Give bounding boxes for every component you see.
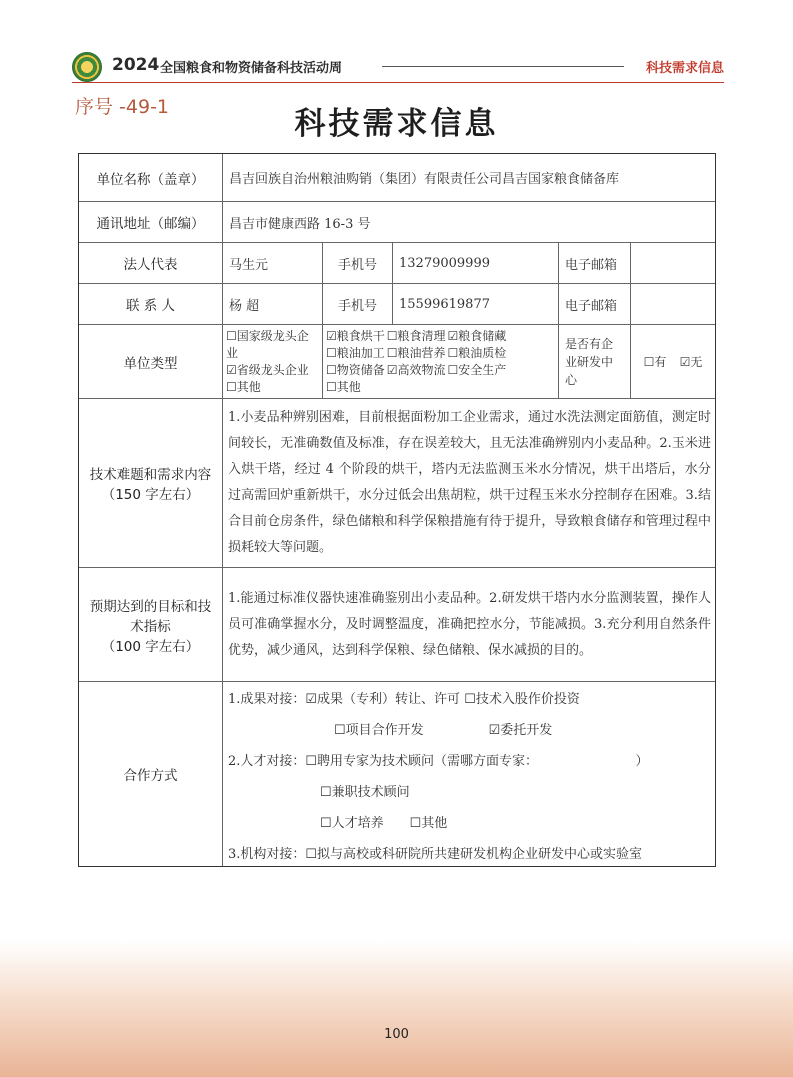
header-event: 全国粮食和物资储备科技活动周 — [160, 61, 343, 76]
contact-phone: 15599619877 — [393, 284, 559, 324]
row-tech-problem — [79, 399, 715, 568]
row-address — [79, 202, 715, 243]
legal-rep-phone: 13279009999 — [393, 243, 559, 283]
goal-hint: （100 字左右） — [101, 638, 200, 655]
legal-rep-label: 法人代表 — [79, 243, 223, 283]
contact-email — [631, 284, 715, 324]
unit-type-option: ☐其他 — [326, 379, 361, 394]
header-year: 2024 — [112, 55, 160, 75]
unit-type-option: ☑粮食烘干 — [326, 328, 385, 343]
legal-rep-phone-label: 手机号 — [323, 243, 393, 283]
coop-line: ☐兼职技术顾问 — [320, 785, 410, 800]
unit-type-option: ☐其他 — [226, 379, 261, 394]
unit-type-option: ☐国家级龙头企业 — [226, 328, 309, 360]
unit-type-option: ☐安全生产 — [447, 362, 507, 377]
contact-phone-label: 手机号 — [323, 284, 393, 324]
page-title: 科技需求信息 — [294, 106, 499, 142]
goal-content: 1.能通过标准仪器快速准确鉴别出小麦品种。2.研发烘干塔内水分监测装置，操作人员可准确掌握水分，及时调整温度，准确把控水分，节能减损。3.充分利用自然条件优势，减少通风，达到科学保粮、绿色储粮、保水减损的目的。 — [228, 590, 711, 658]
unit-name-value: 昌吉回族自治州粮油购销（集团）有限责任公司昌吉国家粮食储备库 — [229, 172, 620, 187]
tech-problem-hint: （150 字左右） — [101, 487, 200, 503]
tech-problem-title: 技术难题和需求内容 — [89, 467, 212, 483]
row-contact — [79, 284, 715, 325]
unit-type-label: 单位类型 — [79, 325, 223, 398]
rd-center-options — [631, 325, 715, 398]
legal-rep-email-label: 电子邮箱 — [559, 243, 631, 283]
unit-type-option: ☐粮油加工 — [326, 345, 385, 360]
unit-type-option: ☐粮油质检 — [447, 345, 507, 360]
page-number: 100 — [384, 1027, 409, 1042]
contact-label: 联 系 人 — [79, 284, 223, 324]
unit-type-option: ☐粮油营养 — [386, 345, 446, 360]
goal-label — [79, 568, 223, 681]
rd-no-option: ☑无 — [679, 355, 703, 369]
unit-type-option: ☐粮食清理 — [386, 328, 446, 343]
unit-type-business — [323, 325, 559, 398]
logo-icon — [72, 52, 102, 82]
row-goal — [79, 568, 715, 682]
address-label: 通讯地址（邮编） — [79, 202, 223, 242]
coop-label: 合作方式 — [79, 682, 223, 866]
unit-type-option: ☑粮食储藏 — [447, 328, 507, 343]
contact-email-label: 电子邮箱 — [559, 284, 631, 324]
coop-content — [223, 682, 715, 866]
coop-line: ☐项目合作开发 ☑委托开发 — [334, 723, 553, 738]
row-cooperation — [79, 682, 715, 866]
unit-type-option: ☐物资储备 — [326, 362, 385, 377]
header-underline — [72, 82, 724, 83]
unit-type-level — [223, 325, 323, 398]
row-unit-name — [79, 154, 715, 202]
goal-title: 预期达到的目标和技术指标 — [89, 598, 212, 635]
legal-rep-email — [631, 243, 715, 283]
page-header — [72, 50, 724, 84]
request-form — [78, 153, 716, 867]
serial-number: 序号 -49-1 — [75, 96, 170, 118]
row-legal-rep — [79, 243, 715, 284]
header-divider — [382, 66, 624, 67]
address-value: 昌吉市健康西路 16-3 号 — [229, 216, 371, 232]
header-section: 科技需求信息 — [645, 61, 724, 76]
unit-type-option: ☑高效物流 — [386, 362, 446, 377]
rd-yes-option: ☐有 — [643, 355, 667, 369]
unit-type-option: ☑省级龙头企业 — [226, 362, 309, 377]
rd-center-label: 是否有企业研发中心 — [559, 325, 631, 398]
tech-problem-label — [79, 399, 223, 567]
unit-name-label: 单位名称（盖章） — [79, 154, 223, 201]
footer-band — [0, 940, 793, 1077]
coop-line: 3.机构对接：☐拟与高校或科研院所共建研发机构企业研发中心或实验室 — [228, 847, 643, 862]
coop-line: 1.成果对接：☑成果（专利）转让、许可 ☐技术入股作价投资 — [228, 692, 580, 707]
tech-problem-content: 1.小麦品种辨别困难，目前根据面粉加工企业需求，通过水洗法测定面筋值，测定时间较长，无准确数值及标准，存在误差较大，且无法准确辨别内小麦品种。2.玉米进入烘干塔，经过 4 个阶段的烘干，塔内无法监测玉米水分情况，烘干出塔后，水分过高需回炉重新烘干，水分过低会出焦胡粒，烘干过程玉米水分控制存在困难。3.结合目前仓房条件，绿色储粮和科学保粮措施有待于提升，导致粮食储存和管理过程中损耗较大等问题。 — [228, 410, 711, 555]
legal-rep-value: 马生元 — [223, 243, 323, 283]
contact-value: 杨 超 — [223, 284, 323, 324]
coop-line: 2.人才对接：☐聘用专家为技术顾问（需哪方面专家： ） — [228, 754, 649, 769]
row-unit-type — [79, 325, 715, 399]
coop-line: ☐人才培养 ☐其他 — [320, 816, 448, 831]
